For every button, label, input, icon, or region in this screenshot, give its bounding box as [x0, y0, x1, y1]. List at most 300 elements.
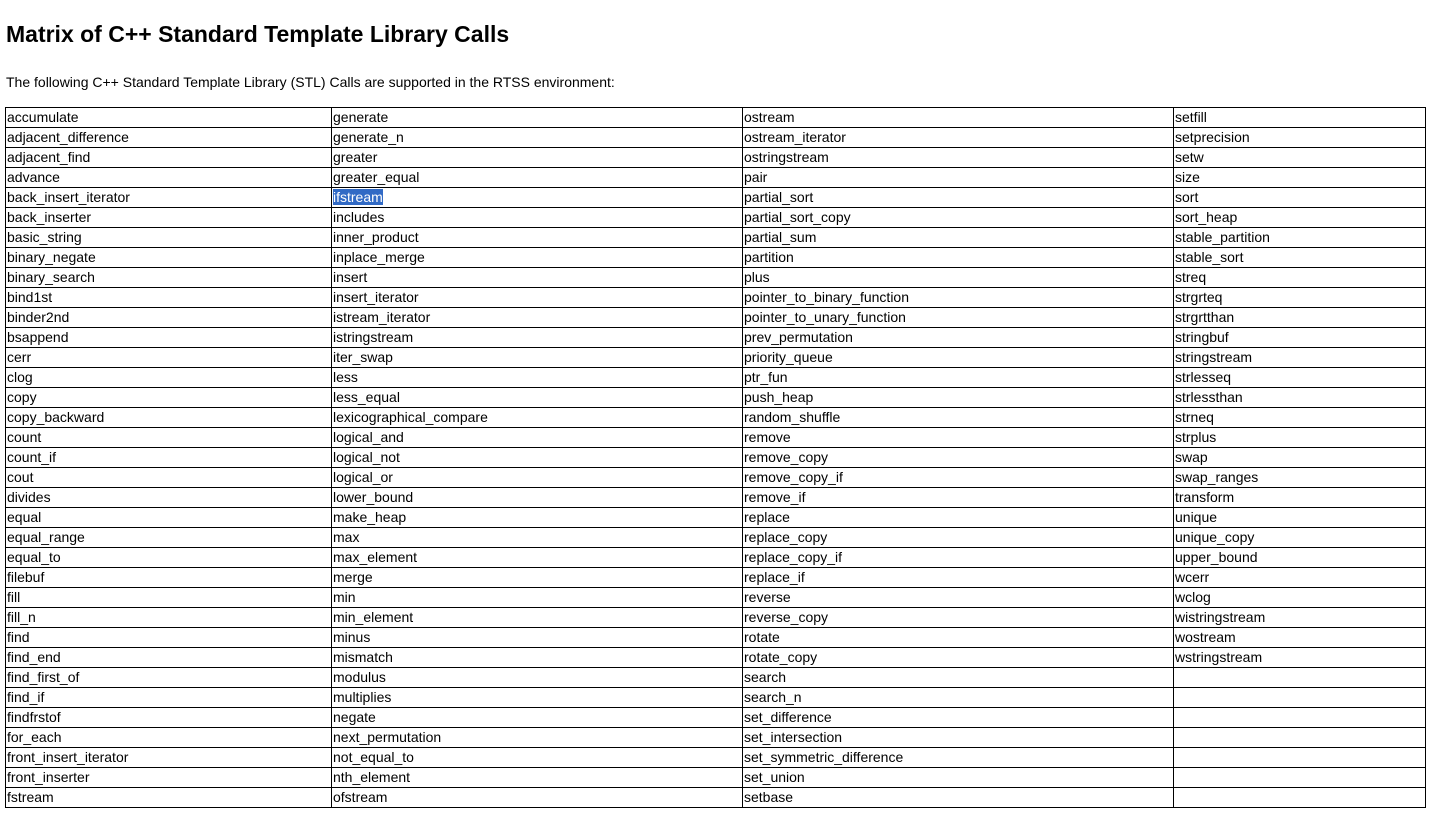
table-cell	[6, 388, 332, 408]
table-cell	[1174, 728, 1426, 748]
stl-call-name: unique_copy	[1175, 529, 1255, 545]
table-cell	[743, 748, 1174, 768]
table-row	[6, 668, 1426, 688]
table-cell	[6, 628, 332, 648]
stl-call-name: replace_copy	[744, 529, 828, 545]
table-cell	[6, 668, 332, 688]
table-cell	[1174, 608, 1426, 628]
stl-call-name: rotate_copy	[744, 649, 818, 665]
stl-call-name: partial_sort	[744, 189, 814, 205]
stl-call-name: inner_product	[333, 229, 419, 245]
stl-call-name: multiplies	[333, 689, 392, 705]
table-row	[6, 348, 1426, 368]
stl-call-name: strplus	[1175, 429, 1217, 445]
table-cell	[1174, 748, 1426, 768]
stl-call-name: wistringstream	[1175, 609, 1266, 625]
stl-call-name: copy_backward	[7, 409, 105, 425]
table-cell	[743, 228, 1174, 248]
stl-call-name: equal_to	[7, 549, 61, 565]
stl-call-name: logical_not	[333, 449, 400, 465]
stl-call-name: min	[333, 589, 356, 605]
table-cell	[332, 708, 743, 728]
table-row	[6, 768, 1426, 788]
table-cell	[332, 408, 743, 428]
table-cell	[1174, 768, 1426, 788]
stl-call-name: ostringstream	[744, 149, 829, 165]
table-row	[6, 108, 1426, 128]
table-cell	[332, 608, 743, 628]
stl-call-name: generate	[333, 109, 389, 125]
table-cell	[743, 448, 1174, 468]
table-cell	[1174, 428, 1426, 448]
stl-call-name: pair	[744, 169, 768, 185]
stl-call-name: istringstream	[333, 329, 414, 345]
stl-call-name: modulus	[333, 669, 386, 685]
table-row	[6, 488, 1426, 508]
table-cell	[743, 468, 1174, 488]
stl-call-name: strgrtthan	[1175, 309, 1235, 325]
stl-call-name: reverse_copy	[744, 609, 829, 625]
page-title: Matrix of C++ Standard Template Library Calls	[6, 21, 510, 47]
stl-call-name: setw	[1175, 149, 1204, 165]
stl-call-name: wclog	[1175, 589, 1211, 605]
stl-call-name: setfill	[1175, 109, 1207, 125]
stl-call-name: random_shuffle	[744, 409, 841, 425]
table-cell	[332, 448, 743, 468]
stl-call-name: fstream	[7, 789, 54, 805]
stl-call-name: merge	[333, 569, 373, 585]
table-cell	[6, 728, 332, 748]
stl-call-name: back_inserter	[7, 209, 92, 225]
table-cell	[6, 308, 332, 328]
table-cell	[332, 728, 743, 748]
table-cell	[332, 428, 743, 448]
stl-call-name: mismatch	[333, 649, 393, 665]
stl-call-name: logical_or	[333, 469, 393, 485]
table-cell	[743, 308, 1174, 328]
stl-call-name: upper_bound	[1175, 549, 1258, 565]
table-row	[6, 308, 1426, 328]
table-cell	[6, 228, 332, 248]
table-row	[6, 428, 1426, 448]
table-cell	[743, 408, 1174, 428]
table-cell	[332, 208, 743, 228]
stl-call-name: swap_ranges	[1175, 469, 1259, 485]
stl-call-name: search_n	[744, 689, 802, 705]
stl-calls-table	[5, 107, 1426, 808]
table-cell	[332, 628, 743, 648]
table-cell	[332, 308, 743, 328]
table-row	[6, 368, 1426, 388]
table-cell	[1174, 148, 1426, 168]
table-cell	[1174, 468, 1426, 488]
stl-call-name: stable_sort	[1175, 249, 1244, 265]
stl-call-name: back_insert_iterator	[7, 189, 130, 205]
table-cell	[332, 268, 743, 288]
table-cell	[6, 128, 332, 148]
stl-call-name: clog	[7, 369, 33, 385]
table-cell	[1174, 308, 1426, 328]
table-cell	[743, 508, 1174, 528]
stl-call-name: wstringstream	[1175, 649, 1263, 665]
table-cell	[6, 688, 332, 708]
table-row	[6, 408, 1426, 428]
table-cell	[1174, 708, 1426, 728]
table-cell	[332, 488, 743, 508]
table-cell	[743, 368, 1174, 388]
table-cell	[332, 648, 743, 668]
table-cell	[6, 648, 332, 668]
table-cell	[743, 788, 1174, 808]
stl-call-name: pointer_to_binary_function	[744, 289, 910, 305]
table-cell	[332, 768, 743, 788]
table-cell	[332, 168, 743, 188]
stl-call-name: next_permutation	[333, 729, 442, 745]
table-cell	[1174, 128, 1426, 148]
table-cell	[332, 668, 743, 688]
table-row	[6, 248, 1426, 268]
stl-call-name: copy	[7, 389, 37, 405]
stl-call-name: set_intersection	[744, 729, 843, 745]
table-cell	[743, 428, 1174, 448]
stl-call-name: istream_iterator	[333, 309, 431, 325]
stl-call-name: strlesseq	[1175, 369, 1232, 385]
table-cell	[1174, 188, 1426, 208]
stl-call-name: bsappend	[7, 329, 69, 345]
table-row	[6, 648, 1426, 668]
table-cell	[6, 188, 332, 208]
table-row	[6, 708, 1426, 728]
table-cell	[6, 768, 332, 788]
stl-call-name: lexicographical_compare	[333, 409, 488, 425]
table-cell	[6, 148, 332, 168]
stl-call-name: front_inserter	[7, 769, 90, 785]
table-cell	[6, 208, 332, 228]
stl-call-name: replace_if	[744, 569, 805, 585]
table-cell	[743, 708, 1174, 728]
table-cell	[743, 328, 1174, 348]
table-cell	[1174, 368, 1426, 388]
stl-call-name: ptr_fun	[744, 369, 788, 385]
stl-call-name: wcerr	[1175, 569, 1210, 585]
table-cell	[332, 748, 743, 768]
table-row	[6, 728, 1426, 748]
stl-call-name: partial_sort_copy	[744, 209, 851, 225]
table-cell	[743, 268, 1174, 288]
stl-call-name: replace_copy_if	[744, 549, 843, 565]
stl-call-name: iter_swap	[333, 349, 393, 365]
table-cell	[332, 788, 743, 808]
table-cell	[6, 348, 332, 368]
table-cell	[743, 128, 1174, 148]
table-cell	[743, 488, 1174, 508]
table-cell	[1174, 488, 1426, 508]
table-row	[6, 548, 1426, 568]
table-cell	[1174, 688, 1426, 708]
table-cell	[743, 588, 1174, 608]
table-cell	[6, 408, 332, 428]
table-row	[6, 288, 1426, 308]
table-cell	[743, 728, 1174, 748]
table-cell	[6, 548, 332, 568]
stl-call-name: find_end	[7, 649, 61, 665]
stl-call-name: insert_iterator	[333, 289, 419, 305]
stl-call-name: reverse	[744, 589, 791, 605]
stl-call-name: find_if	[7, 689, 45, 705]
table-cell	[743, 568, 1174, 588]
stl-call-name: equal_range	[7, 529, 85, 545]
table-row	[6, 608, 1426, 628]
stl-call-name: find_first_of	[7, 669, 80, 685]
table-cell	[743, 388, 1174, 408]
table-cell	[332, 688, 743, 708]
table-cell	[1174, 208, 1426, 228]
table-cell	[743, 288, 1174, 308]
stl-call-name: findfrstof	[7, 709, 61, 725]
stl-call-name: make_heap	[333, 509, 407, 525]
stl-call-name: strgrteq	[1175, 289, 1223, 305]
stl-call-name: setprecision	[1175, 129, 1250, 145]
table-cell	[1174, 388, 1426, 408]
stl-call-name: generate_n	[333, 129, 404, 145]
table-cell	[1174, 108, 1426, 128]
stl-call-name: prev_permutation	[744, 329, 853, 345]
stl-call-name: ostream_iterator	[744, 129, 846, 145]
table-cell	[6, 368, 332, 388]
stl-call-name: rotate	[744, 629, 780, 645]
table-cell	[1174, 168, 1426, 188]
stl-call-name: adjacent_find	[7, 149, 91, 165]
table-cell	[743, 188, 1174, 208]
table-cell	[743, 208, 1174, 228]
stl-call-name: count	[7, 429, 42, 445]
table-row	[6, 208, 1426, 228]
stl-call-name: cerr	[7, 349, 32, 365]
table-cell	[6, 708, 332, 728]
table-cell	[1174, 228, 1426, 248]
table-cell	[1174, 288, 1426, 308]
table-cell	[1174, 628, 1426, 648]
stl-call-name: partial_sum	[744, 229, 817, 245]
stl-call-name: remove_copy	[744, 449, 829, 465]
stl-call-name: adjacent_difference	[7, 129, 129, 145]
stl-call-name: bind1st	[7, 289, 53, 305]
stl-call-name: transform	[1175, 489, 1235, 505]
stl-call-name: accumulate	[7, 109, 79, 125]
table-cell	[743, 628, 1174, 648]
table-row	[6, 268, 1426, 288]
table-cell	[1174, 668, 1426, 688]
stl-call-name: less	[333, 369, 358, 385]
stl-call-name: swap	[1175, 449, 1208, 465]
table-cell	[6, 248, 332, 268]
table-cell	[6, 428, 332, 448]
stl-call-name: includes	[333, 209, 385, 225]
stl-call-name: unique	[1175, 509, 1218, 525]
stl-call-name: replace	[744, 509, 790, 525]
table-row	[6, 568, 1426, 588]
table-row	[6, 588, 1426, 608]
stl-call-name: fill	[7, 589, 21, 605]
table-cell	[332, 508, 743, 528]
stl-call-name: greater	[333, 149, 378, 165]
table-cell	[1174, 248, 1426, 268]
stl-call-name: equal	[7, 509, 42, 525]
stl-call-name: logical_and	[333, 429, 404, 445]
stl-call-name: remove	[744, 429, 791, 445]
table-cell	[743, 688, 1174, 708]
stl-call-name: ostream	[744, 109, 795, 125]
table-row	[6, 468, 1426, 488]
stl-call-name: remove_if	[744, 489, 806, 505]
table-cell	[332, 468, 743, 488]
stl-call-name: stable_partition	[1175, 229, 1270, 245]
stl-call-name: nth_element	[333, 769, 411, 785]
stl-call-name: filebuf	[7, 569, 45, 585]
stl-call-name: for_each	[7, 729, 62, 745]
stl-call-name: search	[744, 669, 787, 685]
table-row	[6, 688, 1426, 708]
stl-call-name: negate	[333, 709, 376, 725]
table-cell	[6, 328, 332, 348]
table-cell	[6, 108, 332, 128]
stl-call-name: strlessthan	[1175, 389, 1243, 405]
selected-stl-call-name: ifstream	[333, 189, 383, 205]
stl-call-name: advance	[7, 169, 60, 185]
table-cell	[1174, 348, 1426, 368]
table-cell	[332, 148, 743, 168]
stl-call-name: remove_copy_if	[744, 469, 843, 485]
stl-call-name: stringbuf	[1175, 329, 1229, 345]
stl-call-name: binder2nd	[7, 309, 70, 325]
table-cell	[332, 248, 743, 268]
table-cell	[332, 368, 743, 388]
table-cell	[6, 168, 332, 188]
table-cell	[6, 608, 332, 628]
table-cell	[6, 748, 332, 768]
stl-call-name: partition	[744, 249, 794, 265]
table-row	[6, 128, 1426, 148]
table-cell	[743, 348, 1174, 368]
table-row	[6, 788, 1426, 808]
stl-call-name: front_insert_iterator	[7, 749, 129, 765]
table-cell	[332, 328, 743, 348]
table-row	[6, 748, 1426, 768]
table-cell	[332, 188, 743, 208]
table-cell	[1174, 528, 1426, 548]
table-cell	[332, 348, 743, 368]
stl-call-name: priority_queue	[744, 349, 833, 365]
stl-call-name: not_equal_to	[333, 749, 414, 765]
stl-call-name: plus	[744, 269, 770, 285]
table-cell	[332, 528, 743, 548]
table-cell	[743, 168, 1174, 188]
table-row	[6, 328, 1426, 348]
stl-call-name: streq	[1175, 269, 1207, 285]
stl-call-name: count_if	[7, 449, 57, 465]
table-cell	[743, 768, 1174, 788]
stl-call-name: inplace_merge	[333, 249, 425, 265]
table-cell	[1174, 268, 1426, 288]
table-cell	[743, 528, 1174, 548]
table-cell	[743, 648, 1174, 668]
table-cell	[743, 248, 1174, 268]
table-cell	[6, 488, 332, 508]
stl-call-name: sort	[1175, 189, 1199, 205]
stl-call-name: fill_n	[7, 609, 36, 625]
table-cell	[6, 568, 332, 588]
stl-call-name: strneq	[1175, 409, 1214, 425]
table-cell	[332, 548, 743, 568]
table-row	[6, 628, 1426, 648]
table-cell	[6, 288, 332, 308]
stl-call-name: lower_bound	[333, 489, 414, 505]
table-cell	[1174, 788, 1426, 808]
table-row	[6, 528, 1426, 548]
stl-call-name: pointer_to_unary_function	[744, 309, 906, 325]
table-row	[6, 148, 1426, 168]
table-cell	[332, 288, 743, 308]
stl-call-name: push_heap	[744, 389, 814, 405]
stl-call-name: binary_search	[7, 269, 95, 285]
table-cell	[1174, 448, 1426, 468]
table-cell	[6, 268, 332, 288]
table-row	[6, 228, 1426, 248]
stl-call-name: setbase	[744, 789, 794, 805]
table-cell	[743, 108, 1174, 128]
table-cell	[332, 108, 743, 128]
stl-call-name: set_difference	[744, 709, 832, 725]
stl-call-name: min_element	[333, 609, 414, 625]
table-cell	[332, 228, 743, 248]
table-cell	[1174, 648, 1426, 668]
stl-call-name: sort_heap	[1175, 209, 1238, 225]
table-cell	[743, 668, 1174, 688]
table-row	[6, 388, 1426, 408]
table-cell	[743, 608, 1174, 628]
table-row	[6, 448, 1426, 468]
table-cell	[332, 128, 743, 148]
stl-call-name: greater_equal	[333, 169, 420, 185]
stl-call-name: basic_string	[7, 229, 82, 245]
stl-call-name: stringstream	[1175, 349, 1253, 365]
stl-call-name: set_symmetric_difference	[744, 749, 904, 765]
stl-call-name: divides	[7, 489, 51, 505]
table-cell	[1174, 328, 1426, 348]
table-cell	[1174, 548, 1426, 568]
stl-call-name: less_equal	[333, 389, 400, 405]
stl-call-name: insert	[333, 269, 368, 285]
table-cell	[1174, 588, 1426, 608]
table-cell	[743, 148, 1174, 168]
stl-call-name: set_union	[744, 769, 805, 785]
table-row	[6, 508, 1426, 528]
stl-call-name: wostream	[1175, 629, 1236, 645]
table-cell	[6, 468, 332, 488]
table-row	[6, 188, 1426, 208]
table-cell	[6, 588, 332, 608]
stl-calls-table-body	[6, 108, 1426, 808]
table-cell	[332, 568, 743, 588]
table-cell	[1174, 408, 1426, 428]
stl-call-name: max_element	[333, 549, 418, 565]
table-cell	[1174, 508, 1426, 528]
table-cell	[332, 388, 743, 408]
stl-call-name: max	[333, 529, 360, 545]
table-cell	[6, 788, 332, 808]
intro-paragraph: The following C++ Standard Template Library (STL) Calls are supported in the RTSS environment:	[6, 74, 615, 90]
table-row	[6, 168, 1426, 188]
